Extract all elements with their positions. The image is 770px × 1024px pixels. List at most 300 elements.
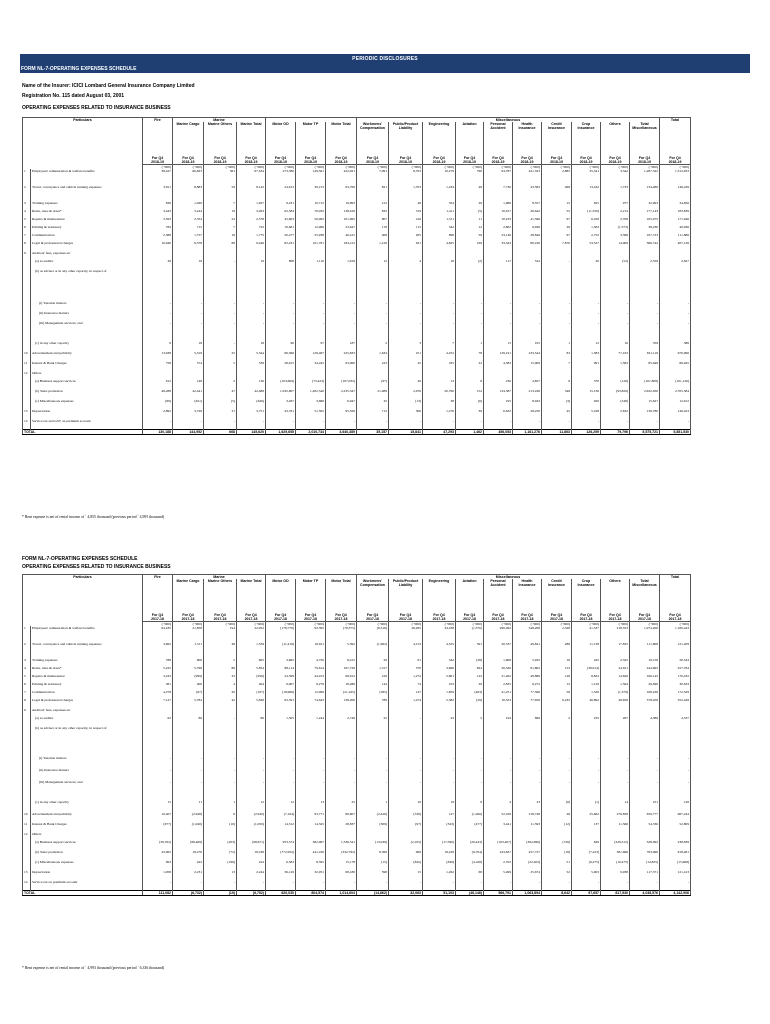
header-personal-accident: Personal Accident (484, 579, 513, 613)
cell-others: 3,342 (601, 169, 630, 185)
cell-motor-tp: 8,595 (296, 860, 326, 870)
cell-credit: - (542, 301, 572, 311)
cell-aviation: - (456, 780, 484, 800)
cell-credit: 28 (542, 812, 572, 822)
year-fire: 2017-18 (143, 617, 173, 622)
cell-motor-od (266, 708, 296, 716)
table-row (23, 708, 691, 716)
year-workmens: 2018-19 (357, 160, 389, 165)
period-marine-others: For Q4 (204, 613, 237, 617)
cell-workmens: 807 (357, 217, 389, 225)
cell-motor-tp: 149,561 (296, 169, 326, 185)
row-label: Employees' remuneration & welfare benefits (31, 169, 143, 185)
cell-total-misc (630, 251, 660, 259)
cell-motor-od: 6,583 (266, 860, 296, 870)
cell-motor-tp (296, 726, 326, 756)
header-engineering: Engineering (423, 579, 456, 613)
period-credit: For Q4 (542, 613, 572, 617)
cell-public-product (389, 269, 423, 301)
cell-public-product (389, 708, 423, 716)
cell-health (513, 726, 542, 756)
cell-motor-od: 20,477 (266, 233, 296, 241)
cell-marine-total (237, 726, 266, 756)
row-number: 6 (23, 225, 31, 233)
cell-others: - (601, 301, 630, 311)
cell-marine-cargo: 422 (173, 860, 204, 870)
cell-health: - (513, 768, 542, 780)
table-row (23, 361, 691, 371)
cell-marine-others: 8 (204, 812, 237, 822)
period-fire: For Q4 (143, 156, 173, 160)
cell-marine-others: - (204, 341, 237, 351)
year-aviation: 2018-19 (456, 160, 484, 165)
year-workmens: 2017-18 (357, 617, 389, 622)
cell-public-product: 416 (389, 217, 423, 225)
cell-health: 457,727 (513, 850, 542, 860)
cell-public-product: 631 (389, 241, 423, 251)
cell-aviation: 12 (456, 225, 484, 233)
cell-marine-cargo: (621) (173, 399, 204, 409)
cell-public-product: (97) (389, 822, 423, 832)
cell-engineering: - (423, 311, 456, 321)
cell-others: - (601, 768, 630, 780)
cell-motor-od: 3,665 (266, 658, 296, 666)
section-title: OPERATING EXPENSES RELATED TO INSURANCE BUSINESS (22, 105, 171, 111)
cell-motor-tp: 4,750 (296, 658, 326, 666)
cell-total-misc: 85,648 (630, 361, 660, 371)
cell-credit: 153 (542, 666, 572, 674)
cell-others: 16 (601, 341, 630, 351)
row-label: (i) Taxation matters (31, 756, 143, 768)
cell-workmens: 2 (357, 341, 389, 351)
cell-marine-others (204, 726, 237, 756)
cell-motor-tp (296, 832, 326, 840)
cell-marine-cargo: (1,040) (173, 822, 204, 832)
cell-workmens: 21,089 (357, 389, 389, 399)
row-label: (iii) Management services; and (31, 780, 143, 800)
cell-public-product: 306 (389, 409, 423, 419)
year-marine-total: 2018-19 (237, 160, 266, 165)
form-label-bar: FORM NL-7-OPERATING EXPENSES SCHEDULE (20, 64, 750, 73)
unit-motor-total: (`'000) (326, 622, 357, 627)
cell-health (513, 269, 542, 301)
cell-personal-accident: 4 (484, 800, 513, 812)
cell-workmens: 25 (357, 716, 389, 726)
cell-credit (542, 708, 572, 716)
cell-aviation: 68 (456, 870, 484, 880)
cell-motor-od: 24,613 (266, 185, 296, 201)
total-motor-tp: 804,574 (296, 890, 326, 895)
row-label: (c) Miscellaneous expenses (31, 399, 143, 409)
cell-crop (572, 708, 601, 716)
cell-others: 9,938 (601, 870, 630, 880)
table-row (23, 658, 691, 666)
total-motor-total: 3,640,389 (326, 429, 357, 434)
form-label-2: FORM NL-7-OPERATING EXPENSES SCHEDULE (22, 556, 138, 562)
cell-marine-others: (72) (204, 850, 237, 860)
header-marine-cargo: Marine Cargo (173, 122, 204, 156)
cell-marine-total: 224 (237, 860, 266, 870)
row-number: 2 (23, 185, 31, 201)
cell-fire (143, 708, 173, 716)
table-row (23, 822, 691, 832)
cell-motor-tp: 34,445 (296, 361, 326, 371)
cell-crop: - (572, 880, 601, 890)
cell-health: 77,656 (513, 698, 542, 708)
cell-crop: 1,363 (572, 225, 601, 233)
cell-aviation: (9,704) (456, 850, 484, 860)
cell-crop (572, 251, 601, 259)
cell-marine-others: 43 (204, 674, 237, 682)
cell-motor-od: 10,681 (266, 225, 296, 233)
cell-total-misc: - (630, 419, 660, 429)
cell-personal-accident: 7,730 (484, 185, 513, 201)
cell-total: 386 (660, 341, 691, 351)
table-row (23, 301, 691, 311)
cell-engineering: 127 (423, 812, 456, 822)
row-number (23, 341, 31, 351)
year-motor-total: 2017-18 (326, 617, 357, 622)
cell-workmens: - (357, 301, 389, 311)
cell-workmens: 832 (357, 209, 389, 217)
total-credit: 11,863 (542, 429, 572, 434)
row-number: 12 (23, 832, 31, 840)
cell-total-misc: 19,159 (630, 658, 660, 666)
cell-motor-tp: - (296, 880, 326, 890)
cell-marine-others: 361 (204, 169, 237, 185)
cell-crop: 235 (572, 716, 601, 726)
cell-marine-cargo: (999) (173, 674, 204, 682)
cell-credit: 12 (542, 682, 572, 690)
period-total: For Q4 (660, 156, 691, 160)
table-row (23, 389, 691, 399)
cell-public-product: - (389, 321, 423, 341)
cell-fire: 2,388 (143, 233, 173, 241)
row-number: 3 (23, 658, 31, 666)
cell-marine-total: 18,198 (237, 850, 266, 860)
cell-total: - (660, 880, 691, 890)
cell-others: - (601, 880, 630, 890)
cell-fire (143, 832, 173, 840)
cell-marine-others (204, 708, 237, 716)
cell-workmens: 12 (357, 259, 389, 269)
period-engineering: For Q4 (423, 613, 456, 617)
cell-marine-others: 24 (204, 217, 237, 225)
cell-crop (572, 371, 601, 379)
cell-total: - (660, 321, 691, 341)
cell-engineering: 4,825 (423, 241, 456, 251)
cell-credit: 9 (542, 379, 572, 389)
cell-marine-others: 47 (204, 389, 237, 399)
cell-fire: 3,962 (143, 642, 173, 658)
cell-health: 105 (513, 341, 542, 351)
cell-marine-cargo: 86 (173, 716, 204, 726)
header-credit: Credit Insurance (542, 579, 572, 613)
cell-marine-cargo: 5,768 (173, 666, 204, 674)
cell-marine-total: (2,940) (237, 812, 266, 822)
cell-motor-total: 6,947 (326, 399, 357, 409)
row-number: 14 (23, 880, 31, 890)
row-label: Communication (31, 233, 143, 241)
row-number (23, 301, 31, 311)
cell-aviation: (28) (456, 658, 484, 666)
cell-credit: 128 (542, 674, 572, 682)
table-row (23, 768, 691, 780)
cell-others (601, 371, 630, 379)
cell-motor-od: 88,114 (266, 666, 296, 674)
cell-public-product: - (389, 880, 423, 890)
cell-motor-total: 63,060 (326, 361, 357, 371)
header-crop: Crop Insurance (572, 122, 601, 156)
cell-fire: 13,638 (143, 351, 173, 361)
cell-marine-others: - (204, 756, 237, 768)
cell-total-misc: 32,993 (630, 201, 660, 209)
table-row (23, 321, 691, 341)
cell-motor-od: 24,599 (266, 674, 296, 682)
row-number: 5 (23, 674, 31, 682)
cell-aviation: 48 (456, 185, 484, 201)
cell-credit: - (542, 780, 572, 800)
cell-fire: 62 (143, 716, 173, 726)
cell-marine-cargo: 2,354 (173, 217, 204, 225)
row-number (23, 269, 31, 301)
cell-public-product: 74 (389, 682, 423, 690)
cell-motor-total: 101,695 (326, 217, 357, 225)
cell-public-product: 4 (389, 259, 423, 269)
cell-total-misc (630, 371, 660, 379)
cell-motor-tp (296, 251, 326, 259)
cell-total-misc: 165,975 (630, 217, 660, 225)
cell-crop: 25,662 (572, 812, 601, 822)
total-total: 4,142,906 (660, 890, 691, 895)
row-number: 13 (23, 409, 31, 419)
cell-public-product (389, 832, 423, 840)
cell-engineering (423, 726, 456, 756)
cell-personal-accident: - (484, 311, 513, 321)
cell-motor-tp: 44,013 (296, 674, 326, 682)
cell-workmens: (309) (357, 822, 389, 832)
cell-total: - (660, 768, 691, 780)
total-motor-od: 620,030 (266, 890, 296, 895)
table-row (23, 870, 691, 880)
header-marine-total: Marine Total (237, 122, 266, 156)
cell-total: 111,886 (660, 233, 691, 241)
cell-fire: - (143, 311, 173, 321)
row-label: Others (31, 832, 143, 840)
cell-marine-cargo: 5,319 (173, 351, 204, 361)
cell-engineering: 1,511 (423, 217, 456, 225)
cell-personal-accident: 195 (484, 399, 513, 409)
cell-total: (101,126) (660, 379, 691, 389)
year-public-product: 2017-18 (389, 617, 423, 622)
total-marine-cargo: 144,952 (173, 429, 204, 434)
unit-aviation: (`'000) (456, 622, 484, 627)
cell-credit (542, 832, 572, 840)
cell-marine-total: - (237, 419, 266, 429)
cell-fire (143, 726, 173, 756)
unit-marine-total: (`'000) (237, 622, 266, 627)
cell-aviation (456, 832, 484, 840)
total-aviation: (46,148) (456, 890, 484, 895)
cell-workmens (357, 708, 389, 716)
row-label: Interest & Bank Charges (31, 361, 143, 371)
cell-crop: 20 (572, 259, 601, 269)
cell-others: 24,811 (601, 666, 630, 674)
row-label: (c) Miscellaneous expenses (31, 860, 143, 870)
cell-crop: 15,136 (572, 389, 601, 399)
unit-engineering: (`'000) (423, 622, 456, 627)
cell-fire: 3,593 (143, 217, 173, 225)
cell-crop: 2,752 (572, 233, 601, 241)
unit-total-misc: (`'000) (630, 622, 660, 627)
period-personal-accident: For Q4 (484, 613, 513, 617)
cell-health: 11,593 (513, 822, 542, 832)
cell-total-misc: - (630, 880, 660, 890)
cell-motor-total: 167,728 (326, 666, 357, 674)
row-label: Service tax and GST on premium account (31, 419, 143, 429)
cell-workmens: - (357, 321, 389, 341)
cell-credit: 55 (542, 209, 572, 217)
cell-fire: 15 (143, 800, 173, 812)
header-total: Total (660, 575, 691, 614)
cell-marine-total: 67,184 (237, 169, 266, 185)
header-fire: Fire (143, 575, 173, 614)
cell-motor-od: 90 (266, 341, 296, 351)
cell-credit: (12) (542, 822, 572, 832)
cell-total: 2,627 (660, 259, 691, 269)
cell-total-misc: 378,456 (630, 698, 660, 708)
cell-engineering: 354 (423, 201, 456, 209)
cell-workmens: (2,426) (357, 812, 389, 822)
cell-crop: - (572, 321, 601, 341)
cell-workmens: - (357, 311, 389, 321)
header-motor-tp: Motor TP (296, 579, 326, 613)
row-label: Auditors' fees, expenses etc (31, 708, 143, 716)
cell-marine-total: 5,854 (237, 666, 266, 674)
row-number: 9 (23, 708, 31, 716)
cell-workmens (357, 832, 389, 840)
cell-total-misc: 631,116 (630, 351, 660, 361)
total-workmens: 35,157 (357, 429, 389, 434)
cell-fire: 758 (143, 361, 173, 371)
rent-footnote-2017-18: * Rent expense is net of rental income of ` 4,993 thousand (previous period ` 6,336 thousand) (22, 966, 165, 970)
cell-motor-tp: - (296, 756, 326, 768)
cell-others: 1,564 (601, 682, 630, 690)
cell-aviation: (2) (456, 259, 484, 269)
cell-marine-total: 1,775 (237, 233, 266, 241)
cell-health: 233,544 (513, 351, 542, 361)
cell-health: 213,436 (513, 389, 542, 399)
cell-aviation: 26 (456, 201, 484, 209)
cell-personal-accident: 117 (484, 259, 513, 269)
cell-fire: - (143, 756, 173, 768)
cell-total: 1,160,443 (660, 626, 691, 642)
cell-workmens: 8,399 (357, 850, 389, 860)
row-number (23, 311, 31, 321)
cell-marine-cargo (173, 708, 204, 716)
year-marine-others: 2017-18 (204, 617, 237, 622)
cell-motor-tp: - (296, 780, 326, 800)
cell-credit: 1 (542, 341, 572, 351)
table-row (23, 860, 691, 870)
cell-marine-cargo: 1,020 (173, 201, 204, 209)
cell-motor-tp: 12,966 (296, 225, 326, 233)
cell-aviation: 5 (456, 716, 484, 726)
cell-others: (1,379) (601, 690, 630, 698)
cell-personal-accident (484, 832, 513, 840)
period-aviation: For Q4 (456, 156, 484, 160)
cell-marine-total: 42,488 (237, 389, 266, 399)
cell-total-misc: 166,145 (630, 674, 660, 682)
cell-health: 6,272 (513, 682, 542, 690)
cell-personal-accident: 26,326 (484, 666, 513, 674)
cell-others: (1,573) (601, 225, 630, 233)
row-number (23, 850, 31, 860)
cell-total-misc: 328,092 (630, 840, 660, 850)
cell-crop: 53,527 (572, 241, 601, 251)
unit-personal-accident: (`'000) (484, 165, 513, 170)
cell-others: 2,632 (601, 409, 630, 419)
cell-motor-tp: 12,099 (296, 690, 326, 698)
cell-total-misc: 659,777 (630, 812, 660, 822)
cell-marine-others: - (204, 768, 237, 780)
header-particulars: Particulars (23, 575, 143, 614)
table-row (23, 800, 691, 812)
cell-marine-others: (203) (204, 840, 237, 850)
cell-engineering: 898 (423, 233, 456, 241)
year-marine-cargo: 2017-18 (173, 617, 204, 622)
cell-marine-total: 2,378 (237, 217, 266, 225)
cell-aviation: (1,266) (456, 812, 484, 822)
header-total-misc: Total Miscellaneous (630, 122, 660, 156)
cell-total: 52,809 (660, 822, 691, 832)
row-number (23, 389, 31, 399)
row-number (23, 716, 31, 726)
cell-marine-others: 18 (204, 233, 237, 241)
cell-public-product: 370 (389, 666, 423, 674)
cell-total: 407,128 (660, 241, 691, 251)
cell-marine-others: 19 (204, 209, 237, 217)
cell-marine-cargo: 715 (173, 225, 204, 233)
cell-motor-total: 422,921 (326, 169, 357, 185)
cell-others: 14,909 (601, 241, 630, 251)
cell-total (660, 269, 691, 301)
unit-marine-others: (`'000) (204, 165, 237, 170)
row-number (23, 756, 31, 768)
cell-motor-od: 3,267 (266, 399, 296, 409)
table-row (23, 690, 691, 698)
cell-others: (548) (601, 399, 630, 409)
cell-credit: - (542, 321, 572, 341)
cell-engineering: 20,760 (423, 389, 456, 399)
cell-marine-others: 2 (204, 379, 237, 389)
cell-motor-total: 8,415 (326, 658, 357, 666)
period-fire: For Q4 (143, 613, 173, 617)
cell-total-misc: 763,990 (630, 850, 660, 860)
row-label: Employees' remuneration & welfare benefits (31, 626, 143, 642)
cell-others: 1,733 (601, 185, 630, 201)
cell-aviation: - (456, 768, 484, 780)
cell-crop: (38,914) (572, 666, 601, 674)
cell-health: - (513, 321, 542, 341)
cell-crop: 5,168 (572, 409, 601, 419)
cell-total-misc: 117,371 (630, 870, 660, 880)
cell-total-misc (630, 726, 660, 756)
cell-health: 421,323 (513, 169, 542, 185)
year-crop: 2017-18 (572, 617, 601, 622)
cell-public-product: 1,703 (389, 185, 423, 201)
cell-personal-accident: 94,787 (484, 169, 513, 185)
